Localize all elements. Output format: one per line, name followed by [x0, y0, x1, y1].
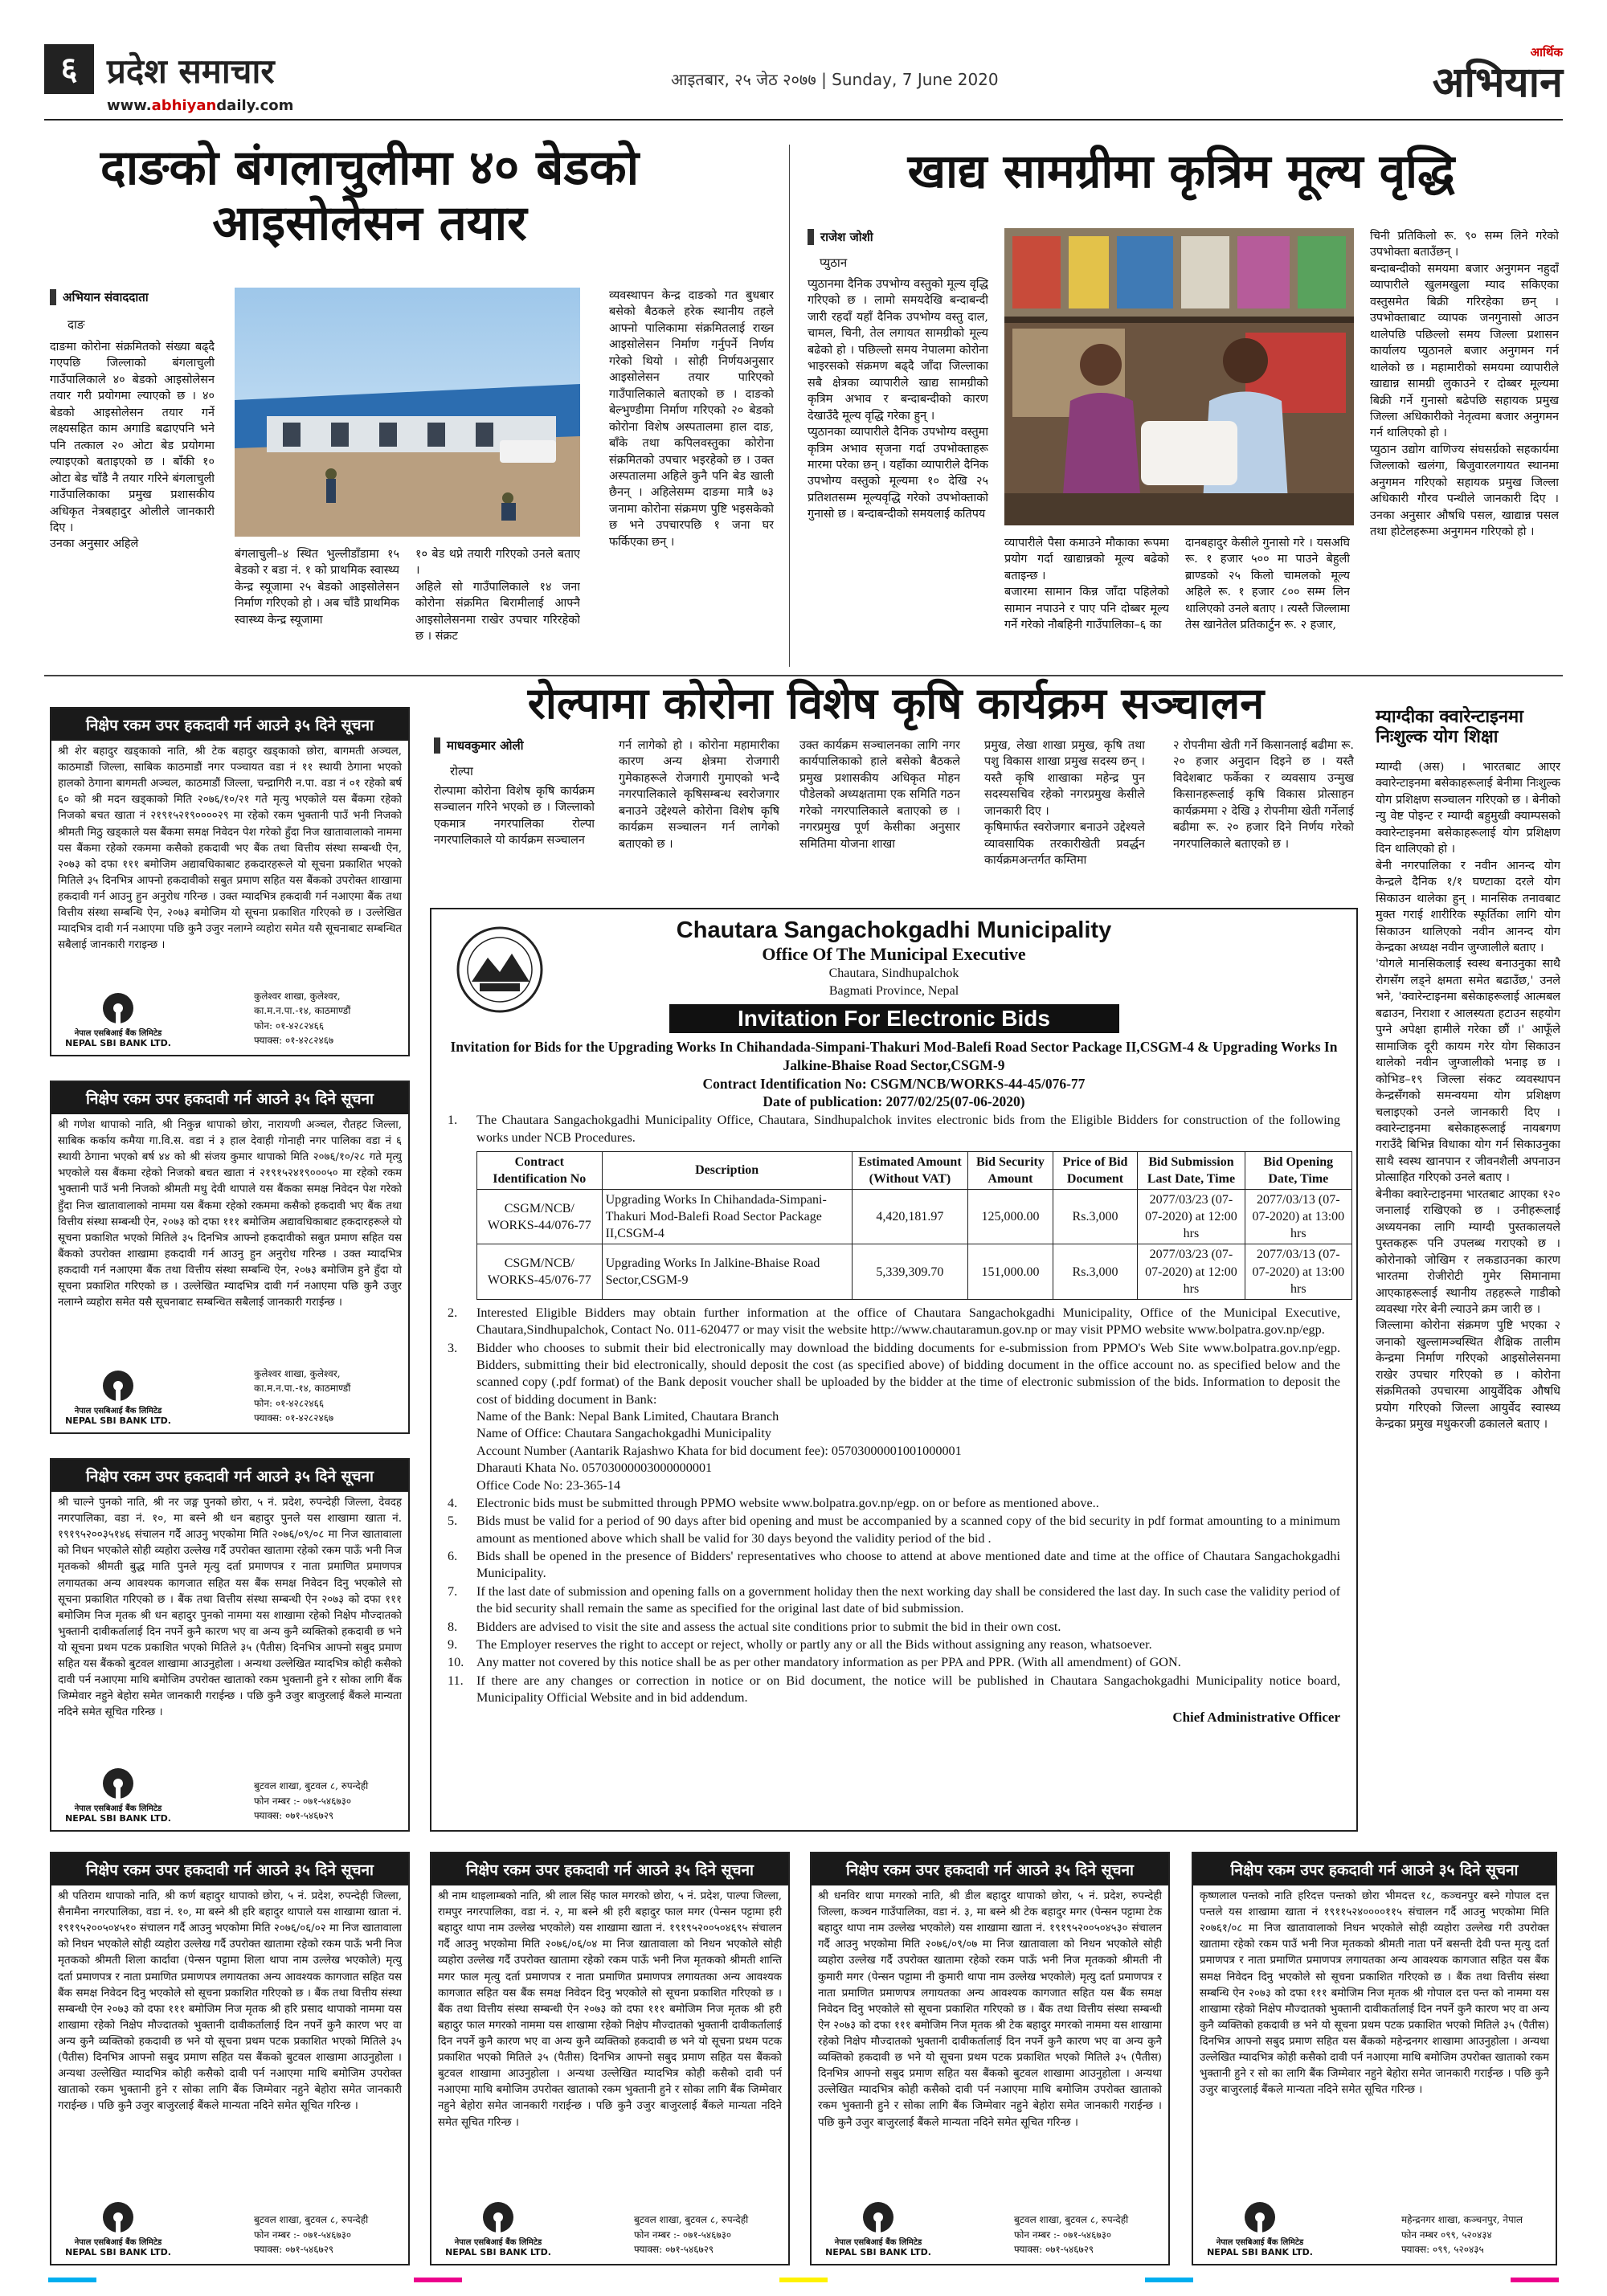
section-title: प्रदेश समाचार [107, 51, 275, 91]
branch-line: बुटवल शाखा, बुटवल ८, रुपन्देही [254, 1780, 369, 1792]
bids-table-header [477, 1151, 1352, 1189]
brand-tag: आर्थिक [1530, 45, 1563, 59]
masthead [44, 44, 1563, 121]
bank-name-np: नेपाल एसबिआई बैंक लिमिटेड [834, 2238, 922, 2247]
story3-headline: रोल्पामा कोरोना विशेष कृषि कार्यक्रम सञ्चालन [527, 678, 1265, 729]
tender-address-1: Chautara, Sindhupalchok [828, 966, 959, 980]
bank-logo [58, 1369, 178, 1426]
branch-line: फ्याक्स: ०७१-५४६७२९ [1014, 2244, 1094, 2256]
bank-line: Account Number (Aantarik Rajashwo Khata for bid document fee): 05703000001001000001 [476, 1443, 962, 1458]
isolation-building-photo [235, 288, 580, 537]
sbi-logo-icon [1243, 2200, 1277, 2234]
notice-title: निक्षेप रकम उपर हकदावी गर्न आउने ३५ दिने सूचना [431, 1853, 788, 1885]
bank-logo [58, 991, 178, 1048]
table-cell: 4,420,181.97 [852, 1190, 967, 1244]
tender-item: 8. Bidders are advised to visit the site and assess the actual site conditions prior to submit the bid in their own cost. [448, 1619, 1061, 1634]
notice-body: कृष्णलाल पन्तको नाति हरिदत्त पन्तको छोरा भीमदत्त १८, कञ्चनपुर बस्ने गोपाल दत्त पन्तले यस शाखामा खाता नं १९११५२४००००११५ संचालन गर्दै आउनु भएकोमा मिति २०७६१/०८ मा निज खातावालाको निधन भएकोले सोही व्यहोरा उल्लेख गरी उपरोक्त खातामा रहेको रकम पाउँ भनी निज मृतकको श्रीमती नाता पर्ने बसन्ती देवी पन्त मृत्यु दर्ता प्रमाणपत्र र नाता प्रमाणित प्रमाणपत्र लगायतका अन्य आवश्यक कागजात सहित यस बैंक समक्ष निवेदन दिनु भएकोले सो सूचना प्रकाशित गरिएको छ । बैंक तथा वित्तीय संस्था सम्बन्धि ऐन २०७३ को दफा १११ बमोजिम निज मृतक श्री गोपाल दत्त पन्त को नाममा यस शाखामा रहेको निक्षेप मौज्दातको भुक्तानी दावीकर्तालाई दिन नपर्ने कुनै कारण भए वा अन्य कुनै व्यक्तिको हकदावी छ भने यो सूचना प्रथम पटक प्रकाशित भएको मितिले ३५ (पैतीस) दिनभित्र आफ्नो सबुद प्रमाण सहित यस बैंकको महेन्द्रनगर शाखामा आउनुहोला । अन्यथा उल्लेखित म्यादभित्र कोही कसैको दावी पर्न नआएमा माथि बमोजिम उपरोक्त खाताको रकम भुक्तानी हुने र सो का लागि बैंक जिम्मेवार नहुने बेहोरा समेत जानकारी गराईन्छ । पछि कुनै उजुर बाजुरलाई बैंकले मान्यता नदिने समेत सूचित गरिन्छ । [1200, 1890, 1549, 2097]
registration-mark [48, 2278, 96, 2282]
notice-title: निक्षेप रकम उपर हकदावी गर्न आउने ३५ दिने सूचना [812, 1853, 1168, 1885]
tender-item-text: The Chautara Sangachokgadhi Municipality Office, Chautara, Sindhupalchok invites electronic bids from the Eligible Bidders for construction of the following works under NCB Procedures. [476, 1113, 1340, 1145]
deposit-claim-notice [810, 1852, 1170, 2265]
bank-name-en: NEPAL SBI BANK LTD. [65, 1416, 171, 1426]
bank-line: Dharauti Khata No. 05703000003000000001 [476, 1461, 713, 1476]
bank-name-np: नेपाल एसबिआई बैंक लिमिटेड [74, 1407, 162, 1416]
registration-mark [414, 2278, 462, 2282]
tender-item-text: Any matter not covered by this notice shall be as per other mandatory information as per PPA and PPR. (With all amendment) of GON. [476, 1655, 1181, 1670]
notice-footer [438, 2200, 782, 2257]
branch-line: फोन नम्बर ०९९, ५२०४३४ [1401, 2229, 1492, 2241]
notice-body: श्री चाल्ने पुनको नाति, श्री नर जङ्ग पुनको छोरा, ५ नं. प्रदेश, रुपन्देही जिल्ला, देवदह नगरपालिका, वडा नं. १०, मा बस्ने श्री धन बहादुर पुनले यस शाखामा खाता नं. १९१९५२००३५१४६ संचालन गर्दै आउनु भएकोमा मिति २०७६/०९/०८ मा निज खातावाला को निधन भएकोले सोही व्यहोरा उल्लेख गर्दै उपरोक्त खातामा रहेको रकम पाऊँ भनी निज मृतकको श्रीमती बुद्ध माति पुनले मृत्यु दर्ता प्रमाणपत्र र नाता प्रमाणित प्रमाणपत्र लगायतका अन्य आवश्यक कागजात सहित यस बैंक समक्ष निवेदन दिनु भएकोले सो सूचना प्रकाशित गरिएको छ । बैंक तथा वित्तीय संस्था सम्बन्धी ऐन २०७३ को दफा १११ बमोजिम निज मृतक श्री धन बहादुर पुनको नाममा यस शाखामा रहेको निक्षेप मौज्दातको भुक्तानी दावीकर्तालाई दिन नपर्ने कुनै कारण भए वा अन्य कुनै व्यक्तिको हकदावी छ भने यो सूचना प्रथम पटक प्रकाशित भएको मितिले ३५ (पैतीस) दिनभित्र आफ्नो सबुद प्रमाण सहित यस बैंकको बुटवल शाखामा आउनुहोला । अन्यथा उल्लेखित म्यादभित्र कोही कसैको दावी पर्न नआएमा माथि बमोजिम उपरोक्त खाताको रकम भुक्तानी हुने र सोका लागि बैंक जिम्मेवार नहुने बेहोरा समेत जानकारी गराईन्छ । पछि कुनै उजुर बाजुरलाई बैंकले मान्यता नदिने समेत सूचित गरिन्छ । [58, 1497, 402, 1719]
bank-name-en: NEPAL SBI BANK LTD. [65, 2247, 171, 2257]
bank-logo [1200, 2200, 1320, 2257]
sbi-logo-icon [101, 1369, 135, 1403]
story4-headline: म्याग्दीका क्वारेन्टाइनमा निःशुल्क योग शिक्षा [1376, 707, 1523, 748]
story2-headline: खाद्य सामग्रीमा कृत्रिम मूल्य वृद्धि [907, 144, 1455, 198]
sbi-logo-icon [481, 2200, 515, 2234]
story3-col5: २ रोपनीमा खेती गर्ने किसानलाई बढीमा रू. २० हजार अनुदान दिइने छ । यस्तै विदेशबाट फर्केका र व्यवसाय उन्मुख किसानहरूलाई कृषि विकास प्रोत्साहन कार्यक्रममा २ देखि ३ रोपनीमा खेती गर्नेलाई बढीमा रू. २० हजार दिने निर्णय गरेको नगरपालिकाले बताएको छ । [1173, 739, 1354, 851]
sbi-logo-icon [101, 991, 135, 1025]
bids-col-header: Bid Opening Date, Time [1245, 1151, 1351, 1189]
tender-item: 2. Interested Eligible Bidders may obtain further information at the office of Chautara Sangachokgadhi Municipality, Office of the Municipal Executive, Chautara,Sindhupalchok, Contact No. 011-620477 or may visit the website http://www.chautaramun.gov.np or may visit PPMO website www.bolpatra.gov.np/egp. [448, 1305, 1340, 1338]
bank-name-np: नेपाल एसबिआई बैंक लिमिटेड [74, 2238, 162, 2247]
story2-col2: व्यापारीले पैसा कमाउने मौकाका रूपमा प्रयोग गर्दा खाद्यान्नको मूल्य बढेको बताइन्छ । बजारमा सामान किन्न जाँदा पहिलेको सामान नपाउने र पाए पनि दोब्बर मूल्य गर्ने गरेको नौबहिनी गाउँपालिका–६ का [1004, 537, 1169, 632]
table-cell: CSGM/NCB/ WORKS-44/076-77 [477, 1190, 603, 1244]
bids-col-header: Bid Submission Last Date, Time [1138, 1151, 1245, 1189]
table-cell: 2077/03/13 (07-07-2020) at 13:00 hrs [1245, 1244, 1351, 1299]
branch-line: फ्याक्स: ०९९, ५२०४३५ [1401, 2244, 1484, 2256]
branch-line: फ्याक्स: ०१-४२८२४६७ [254, 1035, 334, 1047]
story2-dateline: प्युठान [820, 255, 848, 270]
column-divider [789, 145, 790, 667]
notice-footer [58, 2200, 402, 2257]
bank-name-en: NEPAL SBI BANK LTD. [65, 1038, 171, 1048]
branch-line: का.म.न.पा.-१४, काठमाण्डौं [254, 1005, 351, 1017]
bank-logo [818, 2200, 938, 2257]
tender-item: 9. The Employer reserves the right to accept or reject, wholly or partly any or all the Bids without assigning any reason, whatsoever. [448, 1636, 1152, 1652]
story4-text: म्याग्दी (अस) । भारतबाट आएर क्वारेन्टाइनमा बसेकाहरूलाई बेनीमा निःशुल्क योग प्रशिक्षण सञ्चालन गरिएको छ । बेनीको न्यु वेष्ट पोइन्ट र म्याग्दी बहुमुखी क्याम्पसको क्वारेन्टाइनमा बसेकाहरूलाई योग प्रशिक्षण दिन थालिएको हो । बेनी नगरपालिका र नवीन आनन्द योग केन्द्रले दैनिक १/१ घण्टाका दरले योग सिकाउन थालेका हुन् । मानसिक तनावबाट मुक्त गराई शारीरिक स्फूर्तिका लागि योग सिकाउन थालिएको नवीन आनन्द योग केन्द्रका अध्यक्ष नवीन जुग्जालीले बताए । 'योगले मानसिकलाई स्वस्थ बनाउनुका साथै रोगसँग लड्ने क्षमता समेत बढाउँछ,' उनले भने, 'क्वारेन्टाइनमा बसेकाहरूलाई आत्मबल बढाउन, निराशा र आलस्यता हटाउन सहयोग पुग्ने अपेक्षा हामीले गरेका छौं ।' आफूँले सामाजिक दूरी कायम गरेर योग सिकाउन थालेको नवीन जुग्जालीको भनाइ छ । कोभिड–१९ जिल्ला संकट व्यवस्थापन केन्द्रसँगको समन्वयमा योग प्रशिक्षण चलाइएको उनले जानकारी दिए । क्वारेन्टाइनमा बसेकाहरूलाई नायबगण गराउँदै बिभिन्न विधाका योग गर्न सिकाउनुका साथै स्वस्थ खानपान र जीवनशैली अपनाउन प्रोत्साहित गरिएको उनले बताए । बेनीका क्वारेन्टाइनमा भारतबाट आएका १२० जनालाई राखिएको छ । उनीहरूलाई अध्ययनका लागि म्याग्दी पुस्तकालयले पुस्तकहरू पनि उपलब्ध गराएको छ । कोरोनाको जोखिम र लकडाउनका कारण भारतमा रोजीरोटी गुमेर सिमानामा आएकाहरूलाई स्थानीय तहहरूले गाडीको व्यवस्था गरेर बेनी ल्याउने क्रम जारी छ । जिल्लामा कोरोना संक्रमण पुष्टि भएका २ जनाको खुल्लामञ्चस्थित शैक्षिक तालीम केन्द्रमा निर्माण गरिएको आइसोलेसनमा राखेर उपचार गरिएको छ । कोरोना संक्रमितको उपचारमा आयुर्वेदिक औषधि प्रयोग गरिएको जिल्ला आयुर्वेद स्वास्थ्य केन्द्रका प्रमुख मधुकरजी ढकालले बताए । [1376, 761, 1560, 1432]
notice-footer [58, 1368, 402, 1426]
bank-name-en: NEPAL SBI BANK LTD. [65, 1813, 171, 1824]
branch-line: फ्याक्स: ०७१-५४६७२९ [254, 2244, 334, 2256]
notice-body: श्री गणेश थापाको नाति, श्री निकुन्न थापाको छोरा, नारायणी अञ्चल, रौतहट जिल्ला, साबिक कर्काय कमैया गा.वि.स. वडा नं ३ हाल देवाही गोनाही नगर पालिका वडा नं ६ स्थायी ठेगाना भएको बर्ष ४४ को श्री संजय कुमार थापाको मिति २०७६/१०/२८ गते मृत्यु भएकोले यस बैंकमा रहेको निजको बचत खाता नं २१९१५२४१९०००५० मा रहेको रकम भुक्तानी पाउँ भनी निजको श्रीमती मधु देवी थापाले यस बैंकका समक्ष निवेदन पेश गरेको हुँदा निज खातावालाको नाममा यस बैंकमा रहेको रकममा कसैको हकदावी भए बैंक तथा वित्तीय संस्था सम्बन्धी ऐन, २०७३ को दफा १११ बमोजिम अद्यावधिकाबाट हकदारहरूले यो सूचना प्रकाशित भएको मितिले ३५ दिनभित्र आफ्नो हकदावीको सबुत प्रमाण सहित यस बैंकको उपरोक्त शाखामा हकदावी गर्न आउनु हुन अनुरोध गरिन्छ । उक्त म्यादभित्र हकदावी गर्न नआएमा बैंक तथा वित्तीय संस्था सम्बन्धि ऐन, २०७३ बमोजिम हुने हुँदा यो सूचना प्रकाशित गरिएको छ । उल्लेखित म्यादभित्र दावी गर्न नआएमा पछि कुनै उजुर नलाग्ने व्यहोरा समेत यसै सूचनाबाट सम्बन्धित सबैलाई जानकारी गराईन्छ । [58, 1119, 402, 1309]
story1-col2: १० बेड थप्ने तयारी गरिएको उनले बताए । अहिले सो गाउँपालिकाले १४ जना कोरोना संक्रमित बिरामीलाई आफ्नै आइसोलेसनमा राखेर उपचार गरिरहेको छ । संक्रट [415, 548, 580, 643]
sbi-logo-icon [101, 2200, 135, 2234]
notice-footer [58, 991, 402, 1048]
registration-mark [1511, 2278, 1559, 2282]
story2-col1: प्युठानमा दैनिक उपभोग्य वस्तुको मूल्य वृद्धि गरिएको छ । लामो समयदेखि बन्दाबन्दी जारी रहदाँ यहाँ दैनिक उपभोग्य वस्तु दाल, चामल, चिनी, तेल लगायत सामग्रीको मूल्य बढेको हो । पछिल्लो समय नेपालमा कोरोना भाइरसको संक्रमण बढ्दै जाँदा जिल्लाका सबै क्षेत्रका व्यापारीले खाद्य सामग्रीको कृत्रिम अभाव र बन्दाबन्दीको कारण देखाउँदै मूल्य वृद्धि गरेका हुन् । प्युठानका व्यापारीले दैनिक उपभोग्य वस्तुमा कृत्रिम अभाव सृजना गर्दा उपभोक्ताहरू मारमा परेका छन् । यहाँका व्यापारीले दैनिक उपभोग्य वस्तुको मूल्यमा १० देखि २५ प्रतिशतसम्म मूल्यवृद्धि गरेको उपभोक्ताको गुनासो छ । बन्दाबन्दीको समयलाई कतिपय [808, 278, 988, 521]
notice-title: निक्षेप रकम उपर हकदावी गर्न आउने ३५ दिने सूचना [51, 709, 408, 741]
bank-name-np: नेपाल एसबिआई बैंक लिमिटेड [1216, 2238, 1304, 2247]
branch-line: फोन नम्बर :- ०७१-५४६७३० [254, 1795, 352, 1807]
notice-title: निक्षेप रकम उपर हकदावी गर्न आउने ३५ दिने सूचना [51, 1082, 408, 1114]
registration-mark [779, 2278, 828, 2282]
table-cell: 151,000.00 [968, 1244, 1053, 1299]
tender-banner: Invitation For Electronic Bids [669, 1004, 1119, 1033]
deposit-claim-notice [50, 1081, 410, 1434]
branch-line: फ्याक्स: ०७१-५४६७२९ [254, 1810, 334, 1822]
branch-address [254, 1367, 399, 1426]
bank-line: Office Code No: 23-365-14 [476, 1477, 621, 1493]
table-cell: 5,339,309.70 [852, 1244, 967, 1299]
branch-line: का.म.न.पा.-१४, काठमाण्डौं [254, 1383, 351, 1395]
tender-item-text: If the last date of submission and opening falls on a government holiday then the next working day shall be considered the last day. In such case the validity period of the bid security shall remain the same as specified for the original last date of bid submission. [476, 1583, 1340, 1616]
grocery-shop-photo [1004, 228, 1354, 525]
story1-byline: अभियान संवाददाता [50, 289, 190, 305]
deposit-claim-notice [430, 1852, 790, 2265]
bank-line: Name of the Bank: Nepal Bank Limited, Chautara Branch [476, 1409, 779, 1424]
table-row [477, 1244, 1352, 1299]
story3-byline: माधवकुमार ओली [434, 737, 595, 754]
tender-item-text: Interested Eligible Bidders may obtain further information at the office of Chautara Sangachokgadhi Municipality, Office of the Municipal Executive, Chautara,Sindhupalchok, Contact No. 011-620477 or may visit the website http://www.chautaramun.gov.np or may visit PPMO website www.bolpatra.gov.np/egp. [476, 1305, 1340, 1338]
site-url-brand: abhiyan [151, 97, 217, 114]
notice-title: निक्षेप रकम उपर हकदावी गर्न आउने ३५ दिने सूचना [51, 1853, 408, 1885]
tender-address-2: Bagmati Province, Nepal [828, 983, 959, 998]
branch-address [1401, 2212, 1546, 2257]
story2-byline: राजेश जोशी [808, 229, 992, 245]
bids-col-header: Description [602, 1151, 852, 1189]
notice-footer [818, 2200, 1162, 2257]
table-cell: 125,000.00 [968, 1190, 1053, 1244]
tender-item-text: Bids must be valid for a period of 90 days after bid opening and must be accompanied by a scanned copy of the bid security in pdf format amounting to a minimum amount as mentioned above which shall be valid for 30 days beyond the validity period of the bid . [476, 1514, 1340, 1546]
story2-col4: चिनी प्रतिकिलो रू. ९० सम्म लिने गरेको उपभोक्ता बताउँछन् । बन्दाबन्दीको समयमा बजार अनुगमन नहुदाँ व्यापारीले खुलमखुला म्याद सकिएका वस्तुसमेत बिक्री गरिरहेका छन् । उपभोक्ताबाट व्यापक जनगुनासो आउन थालेपछि पछिल्लो समय जिल्ला प्रशासन कार्यालय प्युठानले बजार अनुगमन गर्न थालेको छ । महामारीको समयमा व्यापारीले खाद्यान्न सामग्री लुकाउने र दोब्बर मूल्यमा बिक्री गर्ने गुनासो बढेपछि सहायक प्रमुख जिल्ला अधिकारीको नेतृत्वमा बजार अनुगमन गर्न थालिएको हो । प्युठान उद्योग वाणिज्य संघसर्ग्रको सहकार्यमा जिल्लाको खलंगा, बिजुवारलगायत स्थानमा अनुगमन गरिएको सहायक प्रमुख जिल्ला अधिकारी गौरव पन्थीले जानकारी दिए । उनका अनुसार औषधि पसल, खाद्यान्न पसल तथा होटेलहरूमा अनुगमन गरिएको हो । [1370, 230, 1559, 539]
site-url[interactable] [107, 97, 293, 114]
bids-col-header: Estimated Amount (Without VAT) [852, 1151, 967, 1189]
bids-col-header: Bid Security Amount [968, 1151, 1053, 1189]
tender-item: 11. If there are any changes or correction in notice or on Bid document, the notice will be published in Chautara Sangachokgadhi Municipality notice board, Municipality Official Website and in bid addendum. [448, 1673, 1340, 1706]
tender-notice [430, 908, 1358, 1832]
bank-name-np: नेपाल एसबिआई बैंक लिमिटेड [74, 1029, 162, 1038]
municipality-emblem [456, 925, 544, 1014]
bank-logo [58, 2200, 178, 2257]
tender-publication-date: Date of publication: 2077/02/25(07-06-2020) [763, 1093, 1025, 1110]
deposit-claim-notice [50, 1458, 410, 1832]
story2-photo [1004, 228, 1354, 525]
story3-col1: रोल्पामा कोरोना विशेष कृषि कार्यक्रम सञ्चालन गरिने भएको छ । जिल्लाको एकमात्र नगरपालिका रोल्पा नगरपालिकाले यो कार्यक्रम सञ्चालन [434, 785, 595, 848]
tender-item-text: Bids shall be opened in the presence of Bidders' representatives who choose to attend at above mentioned date and time at the office of Chautara Sangachokgadhi Municipality. [476, 1549, 1340, 1581]
branch-line: बुटवल शाखा, बुटवल ८, रुपन्देही [634, 2214, 749, 2226]
tender-item: 4. Electronic bids must be submitted through PPMO website www.bolpatra.gov.np/egp. on or before as mentioned above.. [448, 1495, 1099, 1510]
table-cell: 2077/03/23 (07-07-2020) at 12:00 hrs [1138, 1190, 1245, 1244]
sbi-logo-icon [101, 1767, 135, 1800]
tender-item-text: The Employer reserves the right to accept or reject, wholly or partly any or all the Bids without assigning any reason, whatsoever. [476, 1636, 1152, 1652]
tender-item-text: If there are any changes or correction in notice or on Bid document, the notice will be published in Chautara Sangachokgadhi Municipality notice board, Municipality Official Website and in bid addendum. [476, 1673, 1340, 1706]
branch-address [634, 2212, 779, 2257]
tender-item-text: Bidder who chooses to submit their bid electronically may download the bidding documents for e-submission from PPMO's Web Site www.bolpatra.gov.np/egp. Bidders, submitting their bid electronically, should deposit the cost (as specified above) of bidding document in the office account no. as specified below and the scanned copy (.pdf format) of the Bank deposit voucher shall be uploaded by the bidder at the time of electronic submission of the bids. Information to deposit the cost of bidding document in Bank: [476, 1340, 1340, 1407]
branch-line: कुलेश्वर शाखा, कुलेश्वर, [254, 990, 341, 1002]
tender-signature: Chief Administrative Officer [1172, 1710, 1340, 1726]
deposit-claim-notice [50, 707, 410, 1056]
branch-line: कुलेश्वर शाखा, कुलेश्वर, [254, 1367, 341, 1379]
story1-photo [235, 288, 580, 537]
table-row [477, 1190, 1352, 1244]
site-url-suffix: daily.com [216, 97, 294, 114]
deposit-claim-notice [1192, 1852, 1557, 2265]
notice-body: श्री शेर बहादुर खड्काको नाति, श्री टेक बहादुर खड्काको छोरा, बागमती अञ्चल, काठमाडौं जिल्ला, साबिक काठमाडौं नगर पञ्चायत वडा नं ११ स्थायी ठेगाना भएको हालको ठेगाना बागमती अञ्चल, काठमाडौं जिल्ला, चन्द्रागिरी न.पा. वडा नं ०१ रहेको बर्ष ६० को श्री मदन खड्काको मिति २०७६/१०/२१ गते मृत्यु भएकोले यस बैंकमा रहेको निजको बचत खाता नं २१९१५२१९००००२९ मा रहेको रकम भुक्तानी पाउँ भनी निजको श्रीमती मिठु खड्काले यस बैंकमा समक्ष निवेदन पेश गरेको हुँदा निज खातावालाको नाममा यस बैंकमा रहेको रकममा कसैको हकदावी भए बैंक तथा वित्तीय संस्था सम्बन्धी ऐन, २०७३ को दफा १११ बमोजिम अद्यावधिकाबाट हकदारहरूले यो सूचना प्रकाशित भएको मितिले ३५ दिनभित्र आफ्नो हकदावीको सबुत प्रमाण सहित यस बैंकको उपरोक्त शाखामा हकदावी गर्न आउनु हुन अनुरोध गरिन्छ । उक्त म्यादभित्र हकदावी गर्न नआएमा बैंक तथा वित्तीय संस्था सम्बन्धि ऐन, २०७३ बमोजिम यो सूचना प्रकाशित गरिएको छ । उल्लेखित म्यादभित्र दावी गर्न नआएमा पछि कुनै उजुर नलाग्ने व्यहोरा समेत यसै सूचनाबाट सम्बन्धित सबैलाई जानकारी गराइन्छ । [58, 746, 402, 952]
branch-line: फोन नम्बर :- ०७१-५४६७३० [1014, 2229, 1112, 2241]
notice-body: श्री नाम थाइलाम्बको नाति, श्री लाल सिंह फाल मगरको छोरा, ५ नं. प्रदेश, पाल्पा जिल्ला, रामपुर नगरपालिका, वडा नं. २, मा बस्ने श्री हरी बहादुर फाल मगर (पेन्सन पट्टामा हरी बहादुर थापा नाम उल्लेख भएकोले) यस शाखामा खाता नं. १९१९५२००५०४६९५ संचालन गर्दै आउनु भएकोमा मिति २०७६/०६/०४ मा निज खातावाला को निधन भएकोले सोही व्यहोरा उल्लेख गर्दै उपरोक्त खातामा रहेको रकम पाऊँ भनी निज मृतकको श्रीमती शान्ति मगर फाल मृत्यु दर्ता प्रमाणपत्र र नाता प्रमाणित प्रमाणपत्र लगायतका अन्य आवश्यक कागजात सहित यस बैंक समक्ष निवेदन दिनु भएकोले सो सूचना प्रकाशित गरिएको छ । बैंक तथा वित्तीय संस्था सम्बन्धी ऐन २०७३ को दफा १११ बमोजिम निज मृतक श्री हरी बहादुर फाल मगरको नाममा यस शाखामा रहेको निक्षेप मौज्दातको भुक्तानी दावीकर्तालाई दिन नपर्ने कुनै कारण भए वा अन्य कुनै व्यक्तिको हकदावी छ भने यो सूचना प्रथम पटक प्रकाशित भएको मितिले ३५ (पैतीस) दिनभित्र आफ्नो सबुद प्रमाण सहित यस बैंकको बुटवल शाखामा आउनुहोला । अन्यथा उल्लेखित म्यादभित्र कोही कसैको दावी पर्न नआएमा माथि बमोजिम उपरोक्त खाताको रकम भुक्तानी हुने र सोका लागि बैंक जिम्मेवार नहुने बेहोरा समेत जानकारी गराईन्छ । पछि कुनै उजुर बाजुरलाई बैंकले मान्यता नदिने समेत सूचित गरिन्छ । [438, 1890, 782, 2129]
sbi-logo-icon [861, 2200, 895, 2234]
tender-contract-id: Contract Identification No: CSGM/NCB/WORKS-44-45/076-77 [702, 1075, 1086, 1092]
table-cell: Upgrading Works In Chihandada-Simpani-Thakuri Mod-Balefi Road Sector Package II,CSGM-4 [602, 1190, 852, 1244]
brand-logo [1433, 44, 1563, 105]
branch-line: बुटवल शाखा, बुटवल ८, रुपन्देही [1014, 2214, 1129, 2226]
branch-line: फोन नम्बर :- ०७१-५४६७३० [254, 2229, 352, 2241]
branch-line: फोन: ०१-४२८२४६६ [254, 1019, 325, 1032]
site-url-prefix: www. [107, 97, 152, 114]
branch-line: फ्याक्स: ०७१-५४६७२९ [634, 2244, 714, 2256]
story2-col3: दानबहादुर केसीले गुनासो गरे । यसअघि रू. १ हजार ५०० मा पाउने बेहुली ब्राण्डको २५ किलो चामलको मूल्य अहिले रू. १ हजार ८०० सम्म लिन थालिएको उनले बताए । त्यस्तै जिल्लामा तेस खानेतेल प्रतिकार्टुन रू. २ हजार, [1185, 537, 1350, 632]
branch-line: फोन: ०१-४२८२४६६ [254, 1397, 325, 1409]
branch-address [1014, 2212, 1159, 2257]
section-divider [44, 675, 1563, 676]
tender-item: 7. If the last date of submission and opening falls on a government holiday then the next working day shall be considered the last day. In such case the validity period of the bid security shall remain the same as specified for the original last date of bid submission. [448, 1583, 1340, 1616]
table-cell: Rs.3,000 [1053, 1244, 1138, 1299]
branch-address [254, 1779, 399, 1824]
branch-address [254, 2212, 399, 2257]
story3-col3: उक्त कार्यक्रम सञ्चालनका लागि नगर कार्यपालिकाको हाले बसेको बैठकले प्रमुख प्रशासकीय अधिकृत मोहन पौडेलको अध्यक्षतामा एक समिति गठन गरेको नगरपालिकाले बताएको छ । नगरप्रमुख पूर्ण केसीका अनुसार समितिमा योजना शाखा [799, 739, 960, 851]
bids-table [476, 1151, 1352, 1300]
story1-col3: व्यवस्थापन केन्द्र दाङको गत बुधबार बसेको बैठकले हरेक स्थानीय तहले आफ्नो पालिकामा संक्रमितलाई राख्न आइसोलेसन निर्माण गर्नुपर्ने निर्णय गरेको थियो । सोही निर्णयअनुसार आइसोलेसन तयार पारिएको गाउँपालिकाले बताएको छ । दाङको बेल्भुण्डीमा निर्माण गरिएको २० बेडको कोरोना विशेष अस्पतालमा हाल दाङ, बाँके तथा कपिलवस्तुका कोरोना संक्रमितको उपचार भइरहेको छ । उक्त अस्पतालमा अहिले कुनै पनि बेड खाली छैनन् । अहिलेसम्म दाङमा मात्रै ७३ जनामा कोरोना संक्रमण पुष्टि भइसकेको छ भने उपचारपछि १ जना घर फर्किएका छन् । [609, 289, 774, 549]
bank-name-en: NEPAL SBI BANK LTD. [1207, 2247, 1313, 2257]
tender-org: Chautara Sangachokgadhi Municipality [676, 917, 1112, 943]
branch-line: फ्याक्स: ०१-४२८२४६७ [254, 1412, 334, 1424]
branch-line: महेन्द्रनगर शाखा, कञ्चनपुर, नेपाल [1401, 2214, 1523, 2226]
notice-body: श्री धनविर थापा मगरको नाति, श्री डील बहादुर थापाको छोरा, ५ नं. प्रदेश, रुपन्देही जिल्ला, कञ्चन गाउँपालिका, वडा नं. ३, मा बस्ने श्री टेक बहादुर मगर (पेन्सन पट्टामा टेक बहादुर थापा नाम उल्लेख भएकोले) यस शाखामा खाता नं. १९१९५२००५०४५३० संचालन गर्दै आउनु भएकोमा मिति २०७६/०९/०७ मा निज खातावाला को निधन भएकोले सोही व्यहोरा उल्लेख गर्दै उपरोक्त खातामा रहेको रकम पाऊँ भनी निज मृतकको श्रीमती नी कुमारी मगर (पेन्सन पट्टामा नी कुमारी थापा नाम उल्लेख भएकोले) मृत्यु दर्ता प्रमाणपत्र र नाता प्रमाणित प्रमाणपत्र लगायतका अन्य आवश्यक कागजात सहित यस बैंक समक्ष निवेदन दिनु भएकोले सो सूचना प्रकाशित गरिएको छ । बैंक तथा वित्तीय संस्था सम्बन्धी ऐन २०७३ को दफा १११ बमोजिम निज मृतक श्री टेक बहादुर मगरको नाममा यस शाखामा रहेको निक्षेप मौज्दातको भुक्तानी दावीकर्तालाई दिन नपर्ने कुनै कारण भए वा अन्य कुनै व्यक्तिको हकदावी छ भने यो सूचना प्रथम पटक प्रकाशित भएको मितिले ३५ (पैतीस) दिनभित्र आफ्नो सबुद प्रमाण सहित यस बैंकको बुटवल शाखामा आउनुहोला । अन्यथा उल्लेखित म्यादभित्र कोही कसैको दावी पर्न नआएमा माथि बमोजिम उपरोक्त खाताको रकम भुक्तानी हुने र सोका लागि बैंक जिम्मेवार नहुने बेहोरा समेत जानकारी गराईन्छ । पछि कुनै उजुर बाजुरलाई बैंकले मान्यता नदिने समेत सूचित गरिन्छ । [818, 1890, 1162, 2129]
story3-col4: प्रमुख, लेखा शाखा प्रमुख, कृषि तथा पशु विकास शाखा प्रमुख सदस्य छन् । यस्तै कृषि शाखाका महेन्द्र पुन सदस्यसचिव रहेको नगरप्रमुख केसीले जानकारी दिए । कृषिमार्फत स्वरोजगार बनाउने उद्देश्यले व्यावसायिक तरकारीखेती प्रवर्द्धन कार्यक्रमअन्तर्गत कम्तिमा [984, 739, 1145, 868]
tender-office: Office Of The Municipal Executive [762, 944, 1026, 964]
branch-line: बुटवल शाखा, बुटवल ८, रुपन्देही [254, 2214, 369, 2226]
story3-col2: गर्न लागेको हो । कोरोना महामारीका कारण अन्य क्षेत्रमा रोजगारी गुमेकाहरूले रोजगारी गुमाएको भन्दै नगरपालिकाले कृषिसम्बन्ध स्वरोजगार बनाउने उद्देश्यले कोरोना विशेष कृषि कार्यक्रम सञ्चालन गर्न लागेको बताएको छ । [619, 739, 779, 851]
issue-date: आइतबार, २५ जेठ २०७७ | Sunday, 7 June 2020 [671, 70, 999, 89]
tender-item-text: Electronic bids must be submitted through PPMO website www.bolpatra.gov.np/egp. on or before as mentioned above.. [476, 1495, 1099, 1510]
bank-name-en: NEPAL SBI BANK LTD. [445, 2247, 551, 2257]
notice-footer [58, 1766, 402, 1824]
bank-logo [58, 1767, 178, 1824]
deposit-claim-notice [50, 1852, 410, 2265]
bank-name-np: नेपाल एसबिआई बैंक लिमिटेड [74, 1804, 162, 1813]
table-cell: Upgrading Works In Jalkine-Bhaise Road Sector,CSGM-9 [602, 1244, 852, 1299]
bank-line: Name of Office: Chautara Sangachokgadhi Municipality [476, 1426, 771, 1441]
registration-mark [1145, 2278, 1193, 2282]
tender-items [448, 1112, 1345, 1706]
tender-item: 6. Bids shall be opened in the presence of Bidders' representatives who choose to attend at above mentioned date and time at the office of Chautara Sangachokgadhi Municipality. [448, 1549, 1340, 1581]
table-cell: CSGM/NCB/ WORKS-45/076-77 [477, 1244, 603, 1299]
notice-title: निक्षेप रकम उपर हकदावी गर्न आउने ३५ दिने सूचना [1193, 1853, 1556, 1885]
notice-title: निक्षेप रकम उपर हकदावी गर्न आउने ३५ दिने सूचना [51, 1460, 408, 1492]
tender-item: 10. Any matter not covered by this notice shall be as per other mandatory information as per PPA and PPR. (With all amendment) of GON. [448, 1655, 1181, 1670]
bids-col-header: Contract Identification No [477, 1151, 603, 1189]
branch-address [254, 989, 399, 1048]
table-cell: Rs.3,000 [1053, 1190, 1138, 1244]
print-color-strip [48, 2278, 1559, 2282]
bank-name-en: NEPAL SBI BANK LTD. [825, 2247, 931, 2257]
tender-subject: Invitation for Bids for the Upgrading Works In Chihandada-Simpani-Thakuri Mod-Balefi Road Sector Package II,CSGM-4 & Upgrading Works In Jalkine-Bhaise Road Sector,CSGM-9 [450, 1039, 1338, 1073]
bank-name-np: नेपाल एसबिआई बैंक लिमिटेड [454, 2238, 542, 2247]
table-cell: 2077/03/13 (07-07-2020) at 13:00 hrs [1245, 1190, 1351, 1244]
brand-name: अभियान [1432, 59, 1563, 107]
story3-dateline: रोल्पा [450, 764, 473, 778]
tender-item: 5. Bids must be valid for a period of 90 days after bid opening and must be accompanied by a scanned copy of the bid security in pdf format amounting to a minimum amount as mentioned above which shall be valid for 30 days beyond the validity period of the bid . [448, 1514, 1340, 1546]
tender-item: 1. The Chautara Sangachokgadhi Municipality Office, Chautara, Sindhupalchok invites electronic bids from the Eligible Bidders for construction of the following works under NCB Procedures. [448, 1113, 1340, 1145]
story1-dateline: दाङ [67, 317, 85, 332]
tender-item-text: Bidders are advised to visit the site and assess the actual site conditions prior to submit the bid in their own cost. [476, 1619, 1061, 1634]
story1-col1: दाङमा कोरोना संक्रमितको संख्या बढ्दै गएपछि जिल्लाको बंगलाचुली गाउँपालिकाले ४० बेडको आइसोलेसन तयार गरी प्रयोगमा ल्याएको छ । ४० बेडको आइसोलेसन तयार गर्ने लक्ष्यसहित काम अगाडि बढाएपनि भने पनि तत्काल २० ओटा बेड प्रयोगमा ल्याइएको बताइएको छ । बाँकी १० ओटा बेड चाँडै नै तयार गरिने बंगलाचुली गाउँपालिकाका प्रमुख प्रशासकीय अधिकृत नेत्रबहादुर ओलीले जानकारी दिए । उनका अनुसार अहिले [50, 341, 215, 551]
bank-logo [438, 2200, 558, 2257]
story1-photo-caption: बंगलाचुली–४ स्थित भुल्लीडाँडामा १५ बेडको र बडा नं. १ को प्राथमिक स्वास्थ्य केन्द्र स्यूजामा २५ बेडको आइसोलेसन निर्माण गरिएको हो । अब चाँडै प्राथमिक स्वास्थ्य केन्द्र स्यूजामा [235, 548, 399, 627]
tender-item: 3. Bidder who chooses to submit their bid electronically may download the bidding documents for e-submission from PPMO's Web Site www.bolpatra.gov.np/egp. Bidders, submitting their bid electronically, should deposit the cost (as specified above) of bidding document in the office account no. as specified below and the scanned copy (.pdf format) of the Bank deposit voucher shall be uploaded by the bidder at the time of electronic submission of the bids. Information to deposit the cost of bidding document in Bank: Name of the Bank: Nepal Bank Limited, Chautara Branch Name of Office: Chautara Sangachokgadhi Municipality Account Number (Aantarik Rajashwo Khata for bid document fee): 05703000001001000001 Dharauti Khata No. 05703000003000000001 Office Code No: 23-365-14 [448, 1340, 1340, 1494]
story1-headline: दाङको बंगलाचुलीमा ४० बेडको आइसोलेसन तयार [100, 140, 640, 251]
notice-body: श्री पतिराम थापाको नाति, श्री कर्ण बहादुर थापाको छोरा, ५ नं. प्रदेश, रुपन्देही जिल्ला, सैनामैना नगरपालिका, वडा नं. १०, मा बस्ने श्री हरि बहादुर थापाले यस शाखामा खाता नं. १९१९५२००५०४५१० संचालन गर्दै आउनु भएकोमा मिति २०७६/०६/०२ मा निज खातावाला को निधन भएकोले सोही व्यहोरा उल्लेख गर्दै उपरोक्त खातामा रहेको रकम पाऊँ भनी निज मृतकको श्रीमती शिला कार्दावा (पेन्सन पट्टामा शिला थापा नाम उल्लेख भएकोले) मृत्यु दर्ता प्रमाणपत्र र नाता प्रमाणित प्रमाणपत्र लगायतका अन्य आवश्यक कागजात सहित यस बैंक समक्ष निवेदन दिनु भएकोले सो सूचना प्रकाशित गरिएको छ । बैंक तथा वित्तीय संस्था सम्बन्धी ऐन २०७३ को दफा १११ बमोजिम निज मृतक श्री हरि प्रसाद थापाको नाममा यस शाखामा रहेको निक्षेप मौज्दातको भुक्तानी दावीकर्तालाई दिन नपर्ने कुनै कारण भए वा अन्य कुनै व्यक्तिको हकदावी छ भने यो सूचना प्रथम पटक प्रकाशित भएको मितिले ३५ (पैतीस) दिनभित्र आफ्नो सबुद प्रमाण सहित यस बैंकको बुटवल शाखामा आउनुहोला । अन्यथा उल्लेखित म्यादभित्र कोही कसैको दावी पर्न नआएमा माथि बमोजिम उपरोक्त खाताको रकम भुक्तानी हुने र सोका लागि बैंक जिम्मेवार नहुने बेहोरा समेत जानकारी गराईन्छ । पछि कुनै उजुर बाजुरलाई बैंकले मान्यता नदिने समेत सूचित गरिन्छ । [58, 1890, 402, 2113]
bids-col-header: Price of Bid Document [1053, 1151, 1138, 1189]
notice-footer [1200, 2200, 1549, 2257]
page-number: ६ [44, 44, 94, 94]
branch-line: फोन नम्बर :- ०७१-५४६७३० [634, 2229, 732, 2241]
table-cell: 2077/03/23 (07-07-2020) at 12:00 hrs [1138, 1244, 1245, 1299]
